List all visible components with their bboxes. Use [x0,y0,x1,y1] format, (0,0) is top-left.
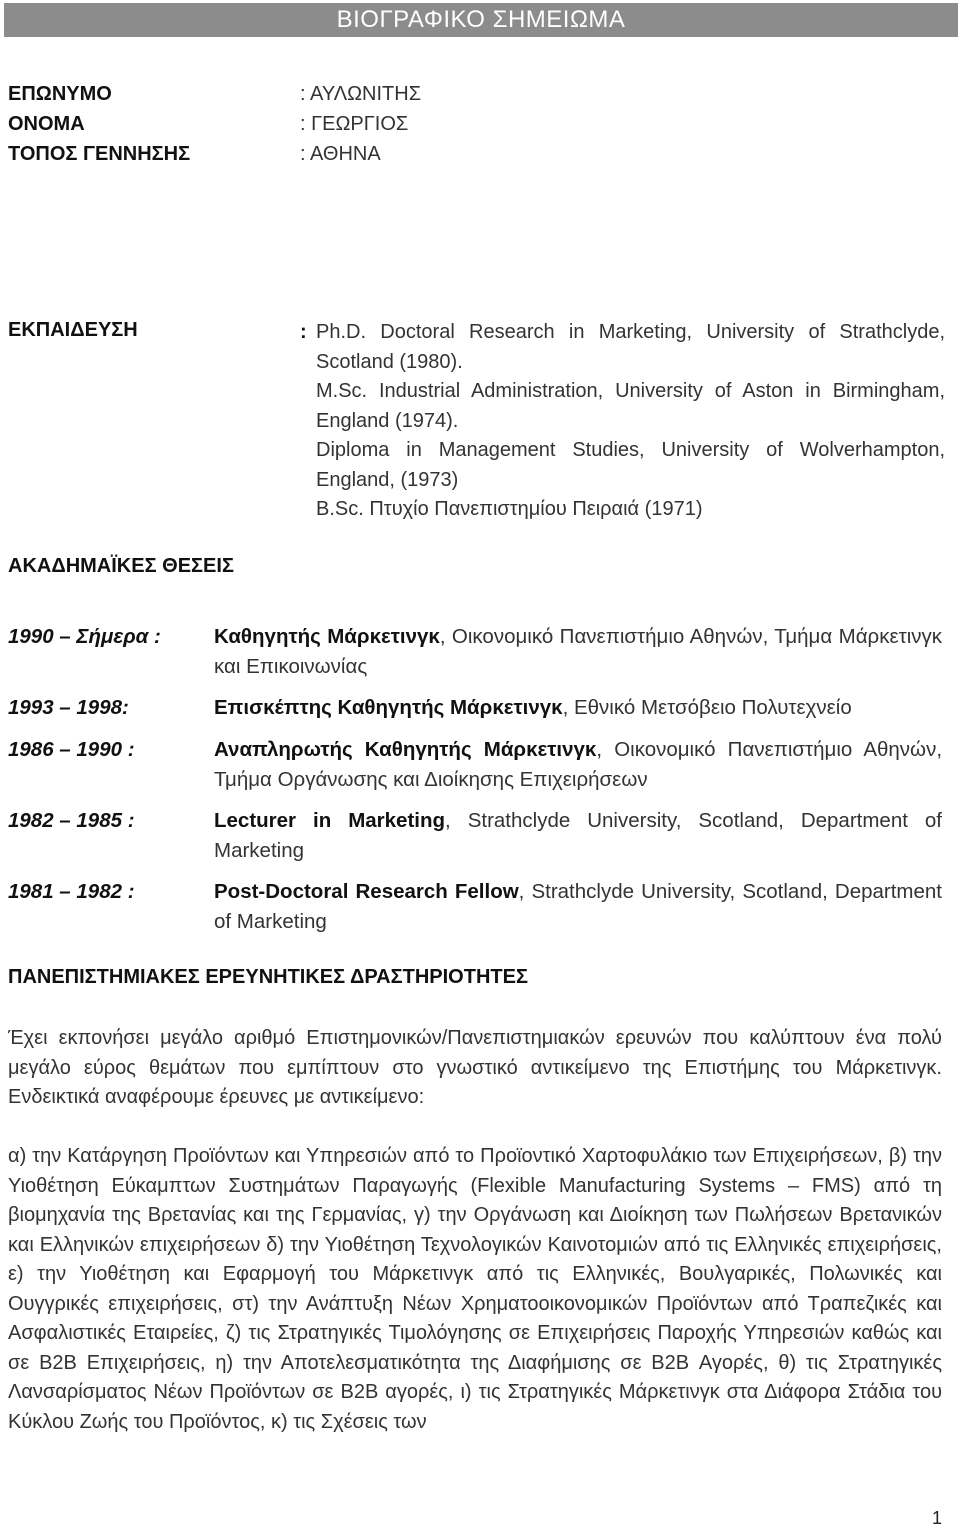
position-title: Post-Doctoral Research Fellow [214,880,519,903]
position-row [8,735,942,794]
document-title: ΒΙΟΓΡΑΦΙΚΟ ΣΗΜΕΙΩΜΑ [4,3,958,37]
education-item [300,377,945,436]
position-detail: , Strathclyde University, Scotland, Department of Marketing [214,880,942,933]
position-description [214,622,942,681]
positions-label: ΑΚΑΔΗΜΑΪΚΕΣ ΘΕΣΕΙΣ [8,555,234,577]
education-item-text: Ph.D. Doctoral Research in Marketing, University of Strathclyde, Scotland (1980). [316,321,945,373]
research-topics: α) την Κατάργηση Προϊόντων και Υπηρεσιών από το Προϊοντικό Χαρτοφυλάκιο των Επιχειρήσεων, β) την Υιοθέτηση Εύκαμπτων Συστημάτων Παραγωγής (Flexible Manufacturing Systems – FMS) από τη βιομηχανία της Βρετανίας και της Γερμανίας, γ) την Οργάνωση και Διοίκηση των Πωλήσεων Βρετανικών και Ελληνικών επιχειρήσεων δ) την Υιοθέτηση Τεχνολογικών Καινοτομιών από τις Ελληνικές επιχειρήσεις, ε) την Υιοθέτηση και Εφαρμογή του Μάρκετινγκ από τις Ελληνικές, Βουλγαρικές, Πολωνικές και Ουγγρικές επιχειρήσεις, στ) την Ανάπτυξη Νέων Χρηματοοικονομικών Προϊόντων από Τραπεζικές και Ασφαλιστικές Εταιρείες, ζ) τις Στρατηγικές Τιμολόγησης σε Επιχειρήσεις Παροχής Υπηρεσιών καθώς και σε B2B Επιχειρήσεις, η) την Αποτελεσματικότητα της Διαφήμισης σε B2B Αγορές, θ) τις Στρατηγικές Λανσαρίσματος Νέων Προϊόντων σε B2B αγορές, ι) τις Στρατηγικές Μάρκετινγκ στα Διάφορα Στάδια του Κύκλου Ζωής του Προϊόντος, κ) τις Σχέσεις των [8,1145,942,1433]
position-title: Αναπληρωτής Καθηγητής Μάρκετινγκ [214,738,597,761]
position-description [214,877,942,936]
education-item-text: B.Sc. Πτυχίο Πανεπιστημίου Πειραιά (1971) [316,498,703,520]
position-period: 1981 – 1982 : [8,880,135,903]
education-list [300,318,945,525]
birthplace-value: : ΑΘΗΝΑ [300,143,381,165]
position-period: 1986 – 1990 : [8,738,135,761]
research-label: ΠΑΝΕΠΙΣΤΗΜΙΑΚΕΣ ΕΡΕΥΝΗΤΙΚΕΣ ΔΡΑΣΤΗΡΙΟΤΗΤΕΣ [8,966,528,988]
name-label: ΟΝΟΜΑ [8,113,85,135]
position-detail: , Εθνικό Μετσόβειο Πολυτεχνείο [562,696,852,719]
position-row [8,806,942,865]
position-row [8,693,942,723]
position-detail: , Strathclyde University, Scotland, Department of Marketing [214,809,942,862]
education-item [300,318,945,377]
position-description [214,806,942,865]
education-colon: : [300,321,307,343]
surname-label: ΕΠΩΝΥΜΟ [8,83,112,105]
education-item [300,495,945,525]
name-value: : ΓΕΩΡΓΙΟΣ [300,113,409,135]
education-item [300,436,945,495]
position-period: 1993 – 1998: [8,696,129,719]
page-number: 1 [932,1508,943,1528]
position-detail: , Οικονομικό Πανεπιστήμιο Αθηνών, Τμήμα Οργάνωσης και Διοίκησης Επιχειρήσεων [214,738,943,791]
position-row [8,622,942,681]
education-item-text: M.Sc. Industrial Administration, University of Aston in Birmingham, England (1974). [316,380,945,432]
surname-value: : ΑΥΛΩΝΙΤΗΣ [300,83,422,105]
position-detail: , Οικονομικό Πανεπιστήμιο Αθηνών, Τμήμα Μάρκετινγκ και Επικοινωνίας [214,625,942,678]
position-description [214,693,942,723]
position-row [8,877,942,936]
position-period: 1982 – 1985 : [8,809,135,832]
birthplace-label: ΤΟΠΟΣ ΓΕΝΝΗΣΗΣ [8,143,191,165]
position-period: 1990 – Σήμερα : [8,625,161,648]
position-title: Επισκέπτης Καθηγητής Μάρκετινγκ [214,696,563,719]
position-title: Καθηγητής Μάρκετινγκ [214,625,440,648]
position-title: Lecturer in Marketing [214,809,446,832]
education-label: ΕΚΠΑΙΔΕΥΣΗ [8,319,138,341]
education-item-text: Diploma in Management Studies, University of Wolverhampton, England, (1973) [316,439,945,491]
position-description [214,735,942,794]
research-intro: Έχει εκπονήσει μεγάλο αριθμό Επιστημονικών/Πανεπιστημιακών ερευνών που καλύπτουν ένα πολύ μεγάλο εύρος θεμάτων που εμπίπτουν στο γνωστικό αντικείμενο της Επιστήμης του Μάρκετινγκ. Ενδεικτικά αναφέρουμε έρευνες με αντικείμενο: [8,1027,942,1108]
